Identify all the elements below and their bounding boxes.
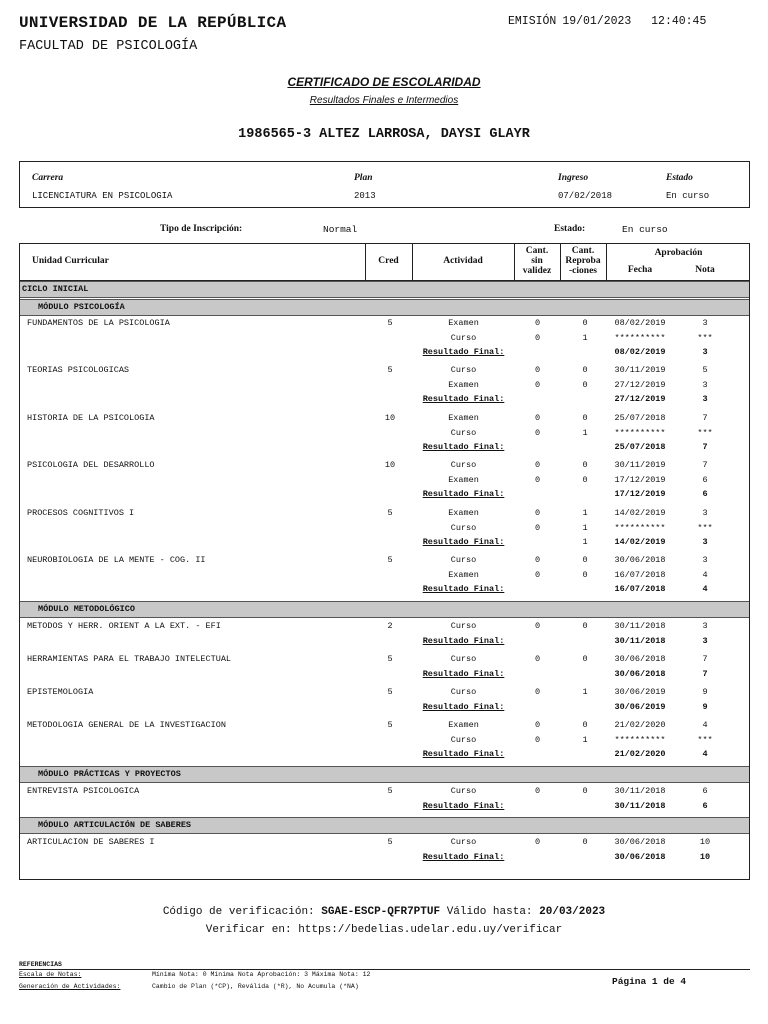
student-name: 1986565-3 ALTEZ LARROSA, DAYSI GLAYR — [238, 127, 530, 142]
grade: 4 — [702, 720, 708, 730]
final-grade: 4 — [702, 749, 708, 760]
tipo-inscripcion-value: Normal — [323, 224, 358, 235]
count-failed: 1 — [582, 332, 588, 343]
header-crep-3: -ciones — [569, 266, 597, 276]
generacion-label: Generación de Actividades: — [19, 983, 121, 990]
count-invalid: 0 — [534, 413, 541, 423]
table-row — [20, 687, 749, 701]
activity: Curso — [450, 332, 477, 343]
grades-table — [19, 243, 750, 880]
final-grade: 9 — [702, 701, 708, 712]
header-actividad: Actividad — [443, 256, 483, 266]
references-title: REFERENCIAS — [19, 961, 62, 968]
activity: Curso — [450, 365, 477, 375]
course-name: PROCESOS COGNITIVOS I — [27, 508, 135, 518]
activity: Examen — [448, 379, 479, 390]
final-count-failed: 1 — [582, 537, 588, 548]
final-grade: 6 — [702, 800, 708, 811]
count-invalid: 0 — [534, 508, 541, 518]
header-csv-1: Cant. — [525, 246, 549, 256]
final-grade: 7 — [702, 668, 708, 679]
final-result-row — [20, 442, 749, 456]
count-failed: 0 — [582, 654, 588, 664]
approval-date: 25/07/2018 — [614, 413, 666, 423]
course-name: FUNDAMENTOS DE LA PSICOLOGIA — [27, 318, 170, 328]
approval-date: 08/02/2019 — [614, 318, 666, 328]
table-row — [20, 735, 749, 749]
valid-until-label: Válido hasta: — [446, 906, 533, 918]
header-crep-2: Reproba — [565, 256, 601, 266]
grade: 9 — [702, 687, 708, 697]
final-result-row — [20, 702, 749, 716]
table-row — [20, 413, 749, 427]
table-row — [20, 365, 749, 379]
count-failed: 1 — [582, 427, 588, 438]
header-cred: Cred — [378, 256, 399, 266]
final-result-label: Resultado Final: — [422, 442, 505, 453]
count-failed: 1 — [582, 522, 588, 533]
final-grade: 4 — [702, 584, 708, 595]
ingreso-label: Ingreso — [558, 173, 589, 183]
final-grade: 7 — [702, 442, 708, 453]
course-credits: 5 — [387, 365, 393, 375]
final-date: 25/07/2018 — [614, 442, 666, 453]
count-failed: 0 — [582, 474, 588, 485]
course-credits: 5 — [387, 687, 393, 697]
count-failed: 0 — [582, 569, 588, 580]
course-name: METODOS Y HERR. ORIENT A LA EXT. - EFI — [27, 621, 221, 631]
count-failed: 1 — [582, 734, 588, 745]
header-fecha: Fecha — [627, 265, 653, 275]
emission-date: 19/01/2023 — [562, 15, 632, 28]
approval-date: 21/02/2020 — [614, 720, 666, 730]
final-result-label: Resultado Final: — [422, 537, 505, 548]
approval-date: 17/12/2019 — [614, 474, 666, 485]
plan-label: Plan — [354, 173, 373, 183]
count-failed: 1 — [582, 687, 588, 697]
grade: 3 — [702, 555, 708, 565]
count-failed: 0 — [582, 837, 588, 847]
header-nota: Nota — [695, 265, 715, 275]
final-result-row — [20, 636, 749, 650]
approval-date: ********** — [614, 427, 666, 438]
grade: 7 — [702, 654, 708, 664]
course-credits: 5 — [387, 786, 393, 796]
table-row — [20, 786, 749, 800]
count-invalid: 0 — [534, 734, 541, 745]
band-modulo-psicologia — [20, 299, 749, 316]
count-invalid: 0 — [534, 555, 541, 565]
verification-url-line — [0, 924, 768, 936]
header-aprobacion: Aprobación — [654, 248, 703, 258]
course-name: NEUROBIOLOGIA DE LA MENTE - COG. II — [27, 555, 206, 565]
count-invalid: 0 — [534, 786, 541, 796]
verification-code: SGAE-ESCP-QFR7PTUF — [321, 906, 441, 918]
course-credits: 5 — [387, 837, 393, 847]
final-grade: 10 — [699, 851, 711, 862]
count-failed: 1 — [582, 508, 588, 518]
final-result-label: Resultado Final: — [422, 635, 505, 646]
approval-date: 16/07/2018 — [614, 569, 666, 580]
final-grade: 3 — [702, 537, 708, 548]
final-grade: 3 — [702, 347, 708, 358]
course-credits: 2 — [387, 621, 393, 631]
emission-info — [508, 15, 712, 28]
count-failed: 0 — [582, 555, 588, 565]
estado-value: En curso — [666, 191, 710, 201]
grade: *** — [697, 332, 713, 343]
course-credits: 5 — [387, 508, 393, 518]
activity: Curso — [450, 427, 477, 438]
final-result-row — [20, 537, 749, 551]
table-row — [20, 837, 749, 851]
tipo-inscripcion-label: Tipo de Inscripción: — [160, 224, 243, 234]
grade: *** — [697, 522, 713, 533]
approval-date: ********** — [614, 734, 666, 745]
final-date: 21/02/2020 — [614, 749, 666, 760]
count-invalid: 0 — [534, 318, 541, 328]
band-modulo-practicas — [20, 766, 749, 783]
approval-date: ********** — [614, 332, 666, 343]
emission-time: 12:40:45 — [651, 15, 707, 28]
table-row — [20, 654, 749, 668]
band-label: MÓDULO PSICOLOGÍA — [38, 302, 125, 312]
activity: Curso — [450, 837, 477, 847]
activity: Curso — [450, 460, 477, 470]
activity: Curso — [450, 555, 477, 565]
career-box — [19, 161, 750, 208]
ingreso-value: 07/02/2018 — [558, 191, 613, 201]
approval-date: 30/11/2019 — [614, 365, 666, 375]
activity: Curso — [450, 786, 477, 796]
final-result-row — [20, 801, 749, 815]
table-row — [20, 508, 749, 522]
count-failed: 0 — [582, 413, 588, 423]
grade: 10 — [699, 837, 711, 847]
count-invalid: 0 — [534, 379, 541, 390]
table-row — [20, 555, 749, 569]
band-label: MÓDULO ARTICULACIÓN DE SABERES — [38, 820, 192, 830]
activity: Curso — [450, 734, 477, 745]
course-name: ARTICULACION DE SABERES I — [27, 837, 155, 847]
certificate-title: CERTIFICADO DE ESCOLARIDAD — [287, 75, 481, 89]
activity: Curso — [450, 654, 477, 664]
approval-date: 14/02/2019 — [614, 508, 666, 518]
approval-date: 30/11/2018 — [614, 621, 666, 631]
band-label: CICLO INICIAL — [22, 284, 89, 294]
activity: Curso — [450, 621, 477, 631]
table-row — [20, 460, 749, 474]
university-name: UNIVERSIDAD DE LA REPÚBLICA — [19, 14, 287, 32]
approval-date: 30/06/2019 — [614, 687, 666, 697]
approval-date: 27/12/2019 — [614, 379, 666, 390]
final-date: 30/06/2018 — [614, 668, 666, 679]
verify-label: Verificar en: — [205, 924, 292, 936]
escala-label: Escala de Notas: — [19, 971, 82, 978]
final-date: 30/06/2019 — [614, 701, 666, 712]
final-result-row — [20, 749, 749, 763]
count-failed: 0 — [582, 365, 588, 375]
course-name: PSICOLOGIA DEL DESARROLLO — [27, 460, 155, 470]
band-ciclo-inicial — [20, 281, 749, 298]
approval-date: 30/06/2018 — [614, 654, 666, 664]
grade: 5 — [702, 365, 708, 375]
generacion-value: Cambio de Plan (*CP), Reválida (*R), No Acumula (*NA) — [152, 983, 359, 990]
final-result-row — [20, 852, 749, 866]
final-result-row — [20, 669, 749, 683]
count-failed: 0 — [582, 460, 588, 470]
final-date: 14/02/2019 — [614, 537, 666, 548]
activity: Curso — [450, 522, 477, 533]
final-result-label: Resultado Final: — [422, 489, 505, 500]
count-invalid: 0 — [534, 474, 541, 485]
final-result-row — [20, 584, 749, 598]
final-grade: 3 — [702, 394, 708, 405]
final-result-label: Resultado Final: — [422, 347, 505, 358]
activity: Examen — [448, 720, 479, 730]
activity: Examen — [448, 474, 479, 485]
table-row — [20, 380, 749, 394]
carrera-value: LICENCIATURA EN PSICOLOGIA — [32, 191, 173, 201]
course-credits: 5 — [387, 654, 393, 664]
faculty-name: FACULTAD DE PSICOLOGÍA — [19, 39, 198, 54]
count-invalid: 0 — [534, 332, 541, 343]
final-date: 17/12/2019 — [614, 489, 666, 500]
approval-date: ********** — [614, 522, 666, 533]
activity: Examen — [448, 413, 479, 423]
grade: *** — [697, 427, 713, 438]
course-credits: 5 — [387, 555, 393, 565]
band-label: MÓDULO PRÁCTICAS Y PROYECTOS — [38, 769, 181, 779]
final-date: 27/12/2019 — [614, 394, 666, 405]
course-name: ENTREVISTA PSICOLOGICA — [27, 786, 140, 796]
course-name: HERRAMIENTAS PARA EL TRABAJO INTELECTUAL — [27, 654, 232, 664]
count-failed: 0 — [582, 786, 588, 796]
course-credits: 10 — [384, 460, 396, 470]
verify-url[interactable]: https://bedelias.udelar.edu.uy/verificar — [298, 924, 563, 936]
band-modulo-articulacion — [20, 817, 749, 834]
activity: Curso — [450, 687, 477, 697]
valid-until-date: 20/03/2023 — [539, 906, 606, 918]
verification-code-label: Código de verificación: — [162, 906, 315, 918]
table-row — [20, 475, 749, 489]
grade: 3 — [702, 379, 708, 390]
escala-value: Mínima Nota: 0 Mínima Nota Aprobación: 3 Máxima Nota: 12 — [152, 971, 371, 978]
grade: 3 — [702, 508, 708, 518]
table-row — [20, 318, 749, 332]
grade: 6 — [702, 786, 708, 796]
grade: 7 — [702, 460, 708, 470]
count-invalid: 0 — [534, 522, 541, 533]
activity: Examen — [448, 318, 479, 328]
final-date: 30/11/2018 — [614, 800, 666, 811]
header-csv-2: sin — [531, 256, 543, 266]
course-name: TEORIAS PSICOLOGICAS — [27, 365, 130, 375]
grade: 6 — [702, 474, 708, 485]
approval-date: 30/06/2018 — [614, 555, 666, 565]
carrera-label: Carrera — [32, 173, 64, 183]
activity: Examen — [448, 508, 479, 518]
final-date: 30/11/2018 — [614, 635, 666, 646]
count-failed: 0 — [582, 379, 588, 390]
grade: *** — [697, 734, 713, 745]
final-result-label: Resultado Final: — [422, 851, 505, 862]
table-row — [20, 720, 749, 734]
final-result-label: Resultado Final: — [422, 749, 505, 760]
course-credits: 5 — [387, 720, 393, 730]
count-invalid: 0 — [534, 837, 541, 847]
inscripcion-estado-value: En curso — [622, 224, 668, 235]
final-result-label: Resultado Final: — [422, 584, 505, 595]
emission-label: EMISIÓN — [508, 15, 557, 28]
grade: 3 — [702, 621, 708, 631]
header-unidad: Unidad Curricular — [32, 256, 109, 266]
table-row — [20, 570, 749, 584]
count-invalid: 0 — [534, 427, 541, 438]
final-result-row — [20, 394, 749, 408]
course-name: HISTORIA DE LA PSICOLOGIA — [27, 413, 155, 423]
count-failed: 0 — [582, 318, 588, 328]
count-invalid: 0 — [534, 569, 541, 580]
final-result-label: Resultado Final: — [422, 668, 505, 679]
grade: 4 — [702, 569, 708, 580]
band-modulo-metodologico — [20, 601, 749, 618]
grade: 3 — [702, 318, 708, 328]
table-row — [20, 333, 749, 347]
course-name: METODOLOGIA GENERAL DE LA INVESTIGACION — [27, 720, 226, 730]
header-csv-3: validez — [522, 266, 552, 276]
count-invalid: 0 — [534, 460, 541, 470]
approval-date: 30/11/2018 — [614, 786, 666, 796]
activity: Examen — [448, 569, 479, 580]
table-row — [20, 621, 749, 635]
count-invalid: 0 — [534, 654, 541, 664]
course-name: EPISTEMOLOGIA — [27, 687, 94, 697]
count-invalid: 0 — [534, 687, 541, 697]
plan-value: 2013 — [354, 191, 376, 201]
final-date: 08/02/2019 — [614, 347, 666, 358]
final-result-label: Resultado Final: — [422, 701, 505, 712]
table-row — [20, 523, 749, 537]
band-label: MÓDULO METODOLÓGICO — [38, 604, 135, 614]
final-result-label: Resultado Final: — [422, 800, 505, 811]
final-date: 30/06/2018 — [614, 851, 666, 862]
final-grade: 6 — [702, 489, 708, 500]
inscripcion-estado-label: Estado: — [554, 224, 586, 234]
grade: 7 — [702, 413, 708, 423]
approval-date: 30/11/2019 — [614, 460, 666, 470]
final-result-row — [20, 489, 749, 503]
verification-code-line — [0, 906, 768, 918]
approval-date: 30/06/2018 — [614, 837, 666, 847]
course-credits: 5 — [387, 318, 393, 328]
estado-label: Estado — [666, 173, 693, 183]
count-invalid: 0 — [534, 621, 541, 631]
count-failed: 0 — [582, 720, 588, 730]
count-failed: 0 — [582, 621, 588, 631]
certificate-subtitle: Resultados Finales e Intermedios — [309, 95, 459, 106]
page-number: Página 1 de 4 — [612, 976, 687, 987]
count-invalid: 0 — [534, 365, 541, 375]
final-grade: 3 — [702, 635, 708, 646]
final-date: 16/07/2018 — [614, 584, 666, 595]
final-result-label: Resultado Final: — [422, 394, 505, 405]
table-row — [20, 428, 749, 442]
final-result-row — [20, 347, 749, 361]
count-invalid: 0 — [534, 720, 541, 730]
course-credits: 10 — [384, 413, 396, 423]
header-crep-1: Cant. — [571, 246, 595, 256]
